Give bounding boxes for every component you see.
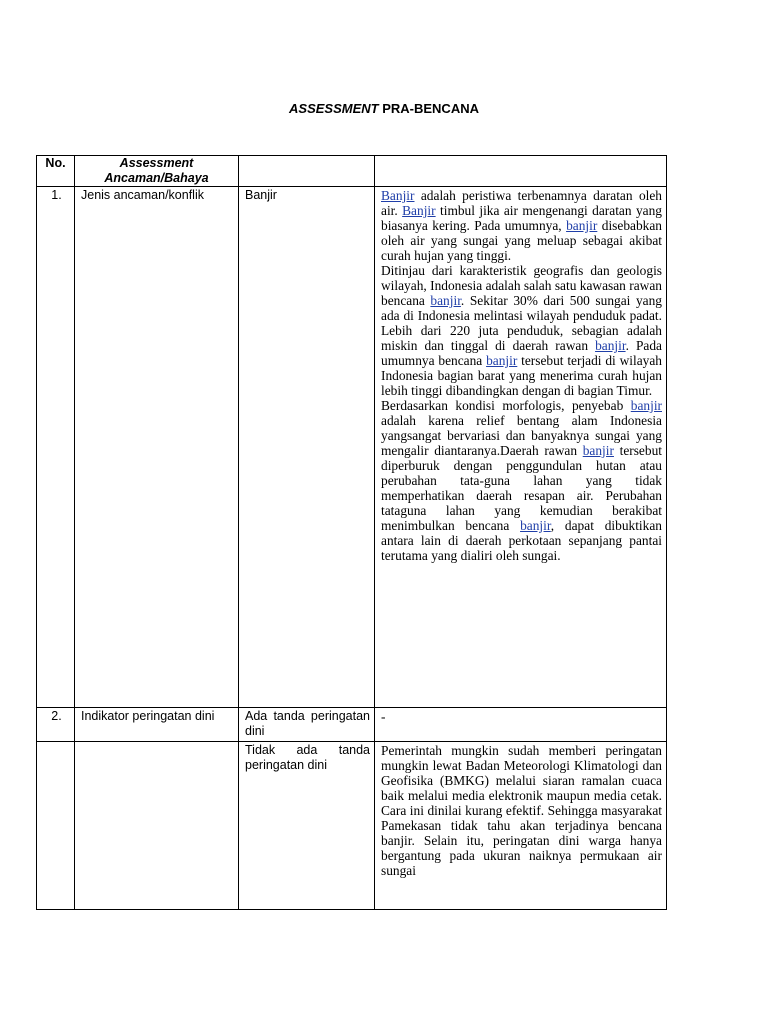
table-row (37, 742, 667, 910)
title-rest-part: PRA-BENCANA (378, 101, 479, 116)
row-number: 1. (37, 187, 75, 708)
banjir-link[interactable]: banjir (520, 518, 551, 533)
description-paragraph: Banjir adalah peristiwa terbenamnya daratan oleh air. Banjir timbul jika air mengenangi daratan yang biasanya kering. Pada umumnya, banjir disebabkan oleh air yang sungai yang meluap sebagai akibat curah hujan yang tinggi. (381, 188, 662, 263)
header-no: No. (37, 156, 75, 187)
description-paragraph: Berdasarkan kondisi morfologis, penyebab banjir adalah karena relief bentang alam Indonesia yangsangat bervariasi dan banyaknya sungai yang mengalir diantaranya.Daerah rawan banjir tersebut diperburuk dengan penggundulan hutan atau perubahan tata-guna lahan yang tidak memperhatikan daerah resapan air. Perubahan tataguna lahan yang kemudian berakibat menimbulkan bencana banjir, dapat dibuktikan antara lain di daerah perkotaan sepanjang pantai terutama yang dialiri oleh sungai. (381, 398, 662, 563)
row-aspect (75, 742, 239, 910)
banjir-link[interactable]: banjir (566, 218, 598, 233)
table-header-row (37, 156, 667, 187)
banjir-link[interactable]: banjir (630, 398, 662, 413)
page-title (0, 101, 768, 116)
banjir-link[interactable]: banjir (486, 353, 518, 368)
header-assessment: Assessment Ancaman/Bahaya (75, 156, 239, 187)
row-description-text: Pemerintah mungkin sudah memberi peringatan mungkin lewat Badan Meteorologi Klimatologi dan Geofisika (BMKG) melalui siaran ramalan cuaca baik melalui media elektronik maupun media cetak. Cara ini dinilai kurang efektif. Sehingga masyarakat Pamekasan tidak tahu akan terjadinya bencana banjir. Selain itu, peringatan dini warga hanya bergantung pada ukuran naiknya permukaan air sungai (381, 743, 662, 878)
table-row (37, 187, 667, 708)
banjir-link[interactable]: banjir (595, 338, 626, 353)
header-empty-1 (239, 156, 375, 187)
banjir-link[interactable]: banjir (430, 293, 461, 308)
row-description: - (375, 708, 667, 742)
title-italic-part: ASSESSMENT (289, 101, 379, 116)
assessment-table (36, 155, 667, 910)
header-empty-2 (375, 156, 667, 187)
banjir-link[interactable]: Banjir (381, 188, 415, 203)
row-description (375, 187, 667, 708)
row-number (37, 742, 75, 910)
description-paragraph: Ditinjau dari karakteristik geografis dan geologis wilayah, Indonesia adalah salah satu kawasan rawan bencana banjir. Sekitar 30% dari 500 sungai yang ada di Indonesia melintasi wilayah penduduk padat. Lebih dari 220 juta penduduk, sebagian adalah miskin dan tinggal di daerah rawan banjir. Pada umumnya bencana banjir tersebut terjadi di wilayah Indonesia bagian barat yang menerima curah hujan lebih tinggi dibandingkan dengan di bagian Timur. (381, 263, 662, 398)
row-value: Tidak ada tanda peringatan dini (239, 742, 375, 910)
banjir-link[interactable]: banjir (582, 443, 614, 458)
row-aspect: Indikator peringatan dini (75, 708, 239, 742)
row-value: Ada tanda peringatan dini (239, 708, 375, 742)
row-description (375, 742, 667, 910)
banjir-link[interactable]: Banjir (402, 203, 436, 218)
row-number: 2. (37, 708, 75, 742)
row-value: Banjir (239, 187, 375, 708)
row-aspect: Jenis ancaman/konflik (75, 187, 239, 708)
table-row (37, 708, 667, 742)
